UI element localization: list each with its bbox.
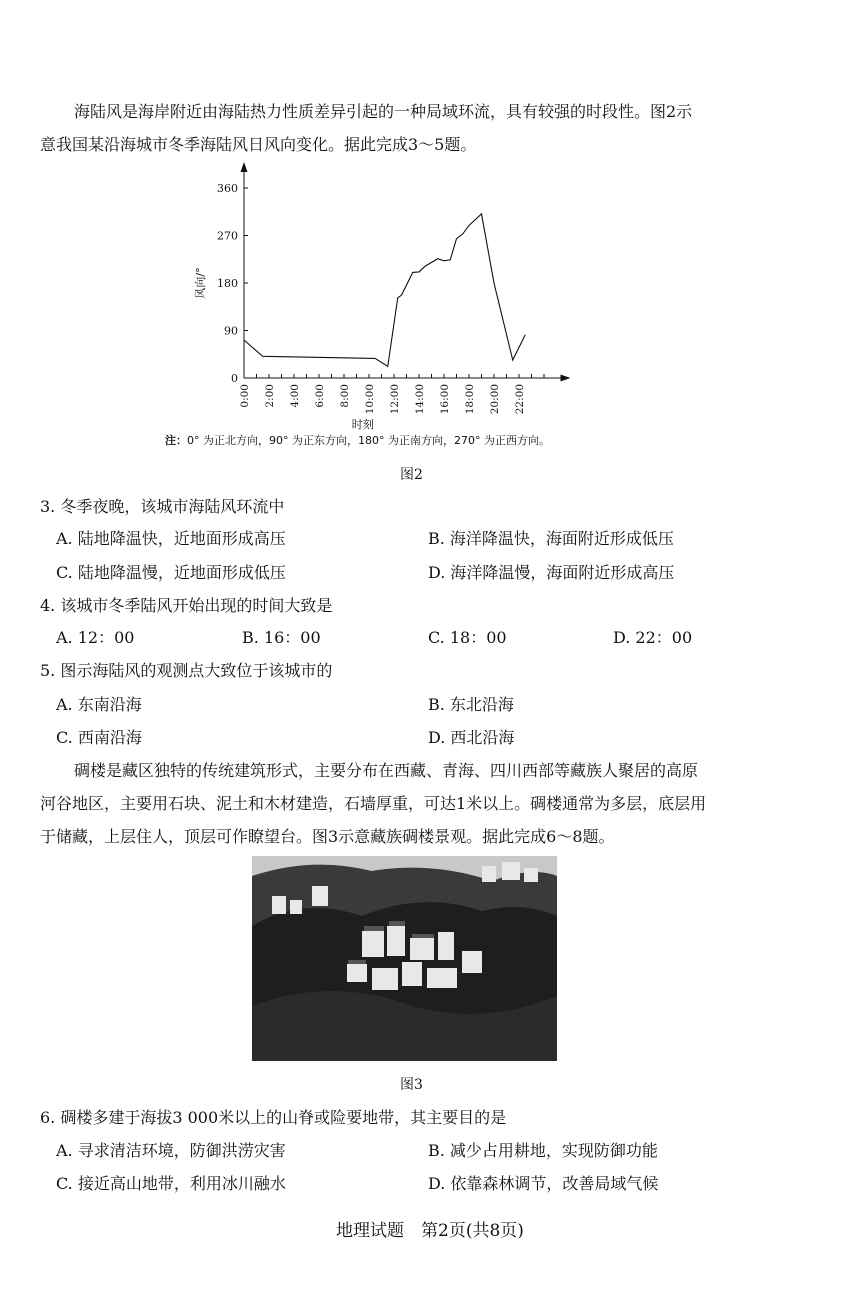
y-tick-label: 360 — [217, 182, 238, 195]
y-tick-labels — [193, 182, 248, 385]
x-tick-label: 20:00 — [489, 384, 501, 415]
y-axis-label: 风向/° — [194, 267, 207, 299]
q6-option-c: C. 接近高山地带，利用冰川融水 — [56, 1174, 286, 1193]
question-5-stem: 5. 图示海陆风的观测点大致位于该城市的 — [40, 661, 333, 680]
data-series — [244, 214, 525, 367]
q3-option-d: D. 海洋降温慢，海面附近形成高压 — [428, 563, 675, 582]
intro-paragraph-1 — [40, 95, 830, 161]
chart-axes — [241, 162, 571, 382]
y-axis-arrow — [241, 162, 248, 172]
intro-paragraph-2 — [40, 754, 830, 853]
q5-option-b: B. 东北沿海 — [428, 695, 514, 714]
x-tick-labels — [239, 374, 544, 430]
tibetan-watchtower-photo — [252, 856, 557, 1061]
question-6-stem: 6. 碉楼多建于海拔3 000米以上的山脊或险要地带，其主要目的是 — [40, 1108, 507, 1127]
note-label: 注： — [165, 434, 187, 447]
x-tick-label: 12:00 — [389, 384, 401, 415]
y-tick-label: 90 — [224, 324, 238, 338]
x-tick-label: 10:00 — [364, 384, 376, 415]
x-tick-label: 14:00 — [414, 384, 426, 415]
intro-line: 于储藏，上层住人，顶层可作瞭望台。图3示意藏族碉楼景观。据此完成6～8题。 — [40, 827, 615, 846]
note-text: 0° 为正北方向，90° 为正东方向，180° 为正南方向，270° 为正西方向。 — [187, 434, 550, 447]
wind-direction-line — [244, 214, 525, 367]
y-tick-label: 0 — [231, 372, 238, 385]
x-tick-label: 0:00 — [239, 384, 251, 408]
intro-line: 意我国某沿海城市冬季海陆风日风向变化。据此完成3～5题。 — [40, 135, 477, 154]
question-3-stem: 3. 冬季夜晚，该城市海陆风环流中 — [40, 497, 285, 516]
q3-option-c: C. 陆地降温慢，近地面形成低压 — [56, 563, 286, 582]
wind-direction-chart — [190, 160, 580, 430]
q6-option-d: D. 依靠森林调节，改善局域气候 — [428, 1174, 659, 1193]
x-tick-label: 18:00 — [464, 384, 476, 415]
x-tick-label: 2:00 — [264, 384, 276, 408]
q6-option-a: A. 寻求清洁环境，防御洪涝灾害 — [56, 1141, 286, 1160]
q4-option-b: B. 16：00 — [242, 628, 321, 647]
intro-line: 碉楼是藏区独特的传统建筑形式，主要分布在西藏、青海、四川西部等藏族人聚居的高原 — [74, 761, 699, 780]
q4-option-a: A. 12：00 — [56, 628, 135, 647]
intro-line: 河谷地区，主要用石块、泥土和木材建造，石墙厚重，可达1米以上。碉楼通常为多层，底层用 — [40, 794, 707, 813]
x-tick-label: 8:00 — [339, 384, 351, 408]
x-tick-label: 6:00 — [314, 384, 326, 408]
x-tick-label: 16:00 — [439, 384, 451, 415]
figure-3-caption: 图3 — [400, 1077, 423, 1093]
figure-2-caption: 图2 — [400, 467, 423, 483]
q5-option-a: A. 东南沿海 — [56, 695, 142, 714]
y-tick-label: 180 — [217, 277, 238, 290]
q6-option-b: B. 减少占用耕地，实现防御功能 — [428, 1141, 658, 1160]
x-tick-label: 22:00 — [514, 384, 526, 415]
q5-option-c: C. 西南沿海 — [56, 728, 142, 747]
q4-option-c: C. 18：00 — [428, 628, 507, 647]
x-axis-arrow — [561, 375, 571, 382]
page-footer: 地理试题 第2页(共8页) — [336, 1221, 524, 1241]
q3-option-b: B. 海洋降温快，海面附近形成低压 — [428, 529, 674, 548]
x-tick-label: 4:00 — [289, 384, 301, 408]
question-4-stem: 4. 该城市冬季陆风开始出现的时间大致是 — [40, 596, 333, 615]
x-axis-label: 时刻 — [351, 418, 374, 430]
y-tick-label: 270 — [217, 229, 238, 243]
q4-option-d: D. 22：00 — [613, 628, 693, 647]
figure-note — [165, 432, 550, 448]
q5-option-d: D. 西北沿海 — [428, 728, 515, 747]
intro-line: 海陆风是海岸附近由海陆热力性质差异引起的一种局域环流，具有较强的时段性。图2示 — [74, 102, 693, 121]
q3-option-a: A. 陆地降温快，近地面形成高压 — [56, 529, 286, 548]
